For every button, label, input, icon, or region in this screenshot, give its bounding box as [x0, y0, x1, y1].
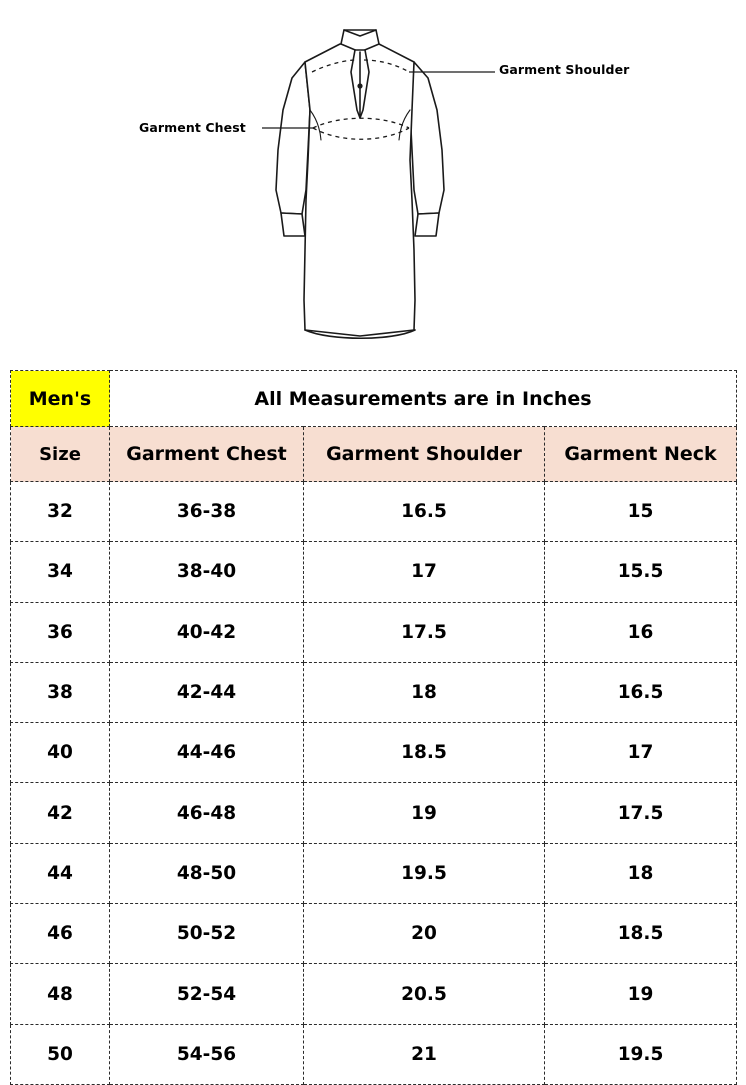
cell-shoulder: 21: [304, 1024, 545, 1084]
cell-neck: 17: [545, 723, 737, 783]
table-title-row: [11, 371, 737, 427]
size-chart-table-container: [10, 370, 736, 1085]
cell-shoulder: 16.5: [304, 482, 545, 542]
garment-diagram: [0, 0, 746, 368]
table-row: [11, 783, 737, 843]
cell-chest: 36-38: [110, 482, 304, 542]
cell-neck: 18: [545, 843, 737, 903]
cell-size: 38: [11, 662, 110, 722]
cell-size: 44: [11, 843, 110, 903]
cell-neck: 15.5: [545, 542, 737, 602]
cell-shoulder: 20: [304, 904, 545, 964]
cell-shoulder: 18.5: [304, 723, 545, 783]
table-row: [11, 904, 737, 964]
table-row: [11, 1024, 737, 1084]
cell-chest: 50-52: [110, 904, 304, 964]
cell-shoulder: 17.5: [304, 602, 545, 662]
table-row: [11, 662, 737, 722]
cell-size: 32: [11, 482, 110, 542]
table-row: [11, 964, 737, 1024]
cell-chest: 40-42: [110, 602, 304, 662]
column-header-garment-shoulder: Garment Shoulder: [304, 427, 545, 482]
cell-size: 48: [11, 964, 110, 1024]
cell-shoulder: 19.5: [304, 843, 545, 903]
table-row: [11, 723, 737, 783]
cell-shoulder: 19: [304, 783, 545, 843]
cell-neck: 15: [545, 482, 737, 542]
cell-chest: 42-44: [110, 662, 304, 722]
column-header-garment-neck: Garment Neck: [545, 427, 737, 482]
cell-neck: 19.5: [545, 1024, 737, 1084]
table-row: [11, 482, 737, 542]
column-header-garment-chest: Garment Chest: [110, 427, 304, 482]
cell-chest: 54-56: [110, 1024, 304, 1084]
cell-size: 42: [11, 783, 110, 843]
kurta-illustration-icon: [0, 0, 746, 368]
cell-shoulder: 18: [304, 662, 545, 722]
cell-chest: 52-54: [110, 964, 304, 1024]
table-row: [11, 843, 737, 903]
column-header-size: Size: [11, 427, 110, 482]
cell-shoulder: 17: [304, 542, 545, 602]
table-row: [11, 542, 737, 602]
table-row: [11, 602, 737, 662]
cell-shoulder: 20.5: [304, 964, 545, 1024]
cell-size: 46: [11, 904, 110, 964]
measurement-unit-title: All Measurements are in Inches: [110, 371, 737, 427]
cell-size: 36: [11, 602, 110, 662]
gender-label: Men's: [11, 371, 110, 427]
cell-chest: 48-50: [110, 843, 304, 903]
cell-neck: 16.5: [545, 662, 737, 722]
cell-chest: 38-40: [110, 542, 304, 602]
cell-chest: 44-46: [110, 723, 304, 783]
table-header-row: [11, 427, 737, 482]
callout-label-chest: Garment Chest: [139, 120, 246, 135]
size-chart-table: [10, 370, 737, 1085]
cell-size: 50: [11, 1024, 110, 1084]
cell-chest: 46-48: [110, 783, 304, 843]
cell-size: 40: [11, 723, 110, 783]
cell-neck: 17.5: [545, 783, 737, 843]
cell-neck: 16: [545, 602, 737, 662]
cell-neck: 19: [545, 964, 737, 1024]
cell-neck: 18.5: [545, 904, 737, 964]
callout-label-shoulder: Garment Shoulder: [499, 62, 630, 77]
cell-size: 34: [11, 542, 110, 602]
